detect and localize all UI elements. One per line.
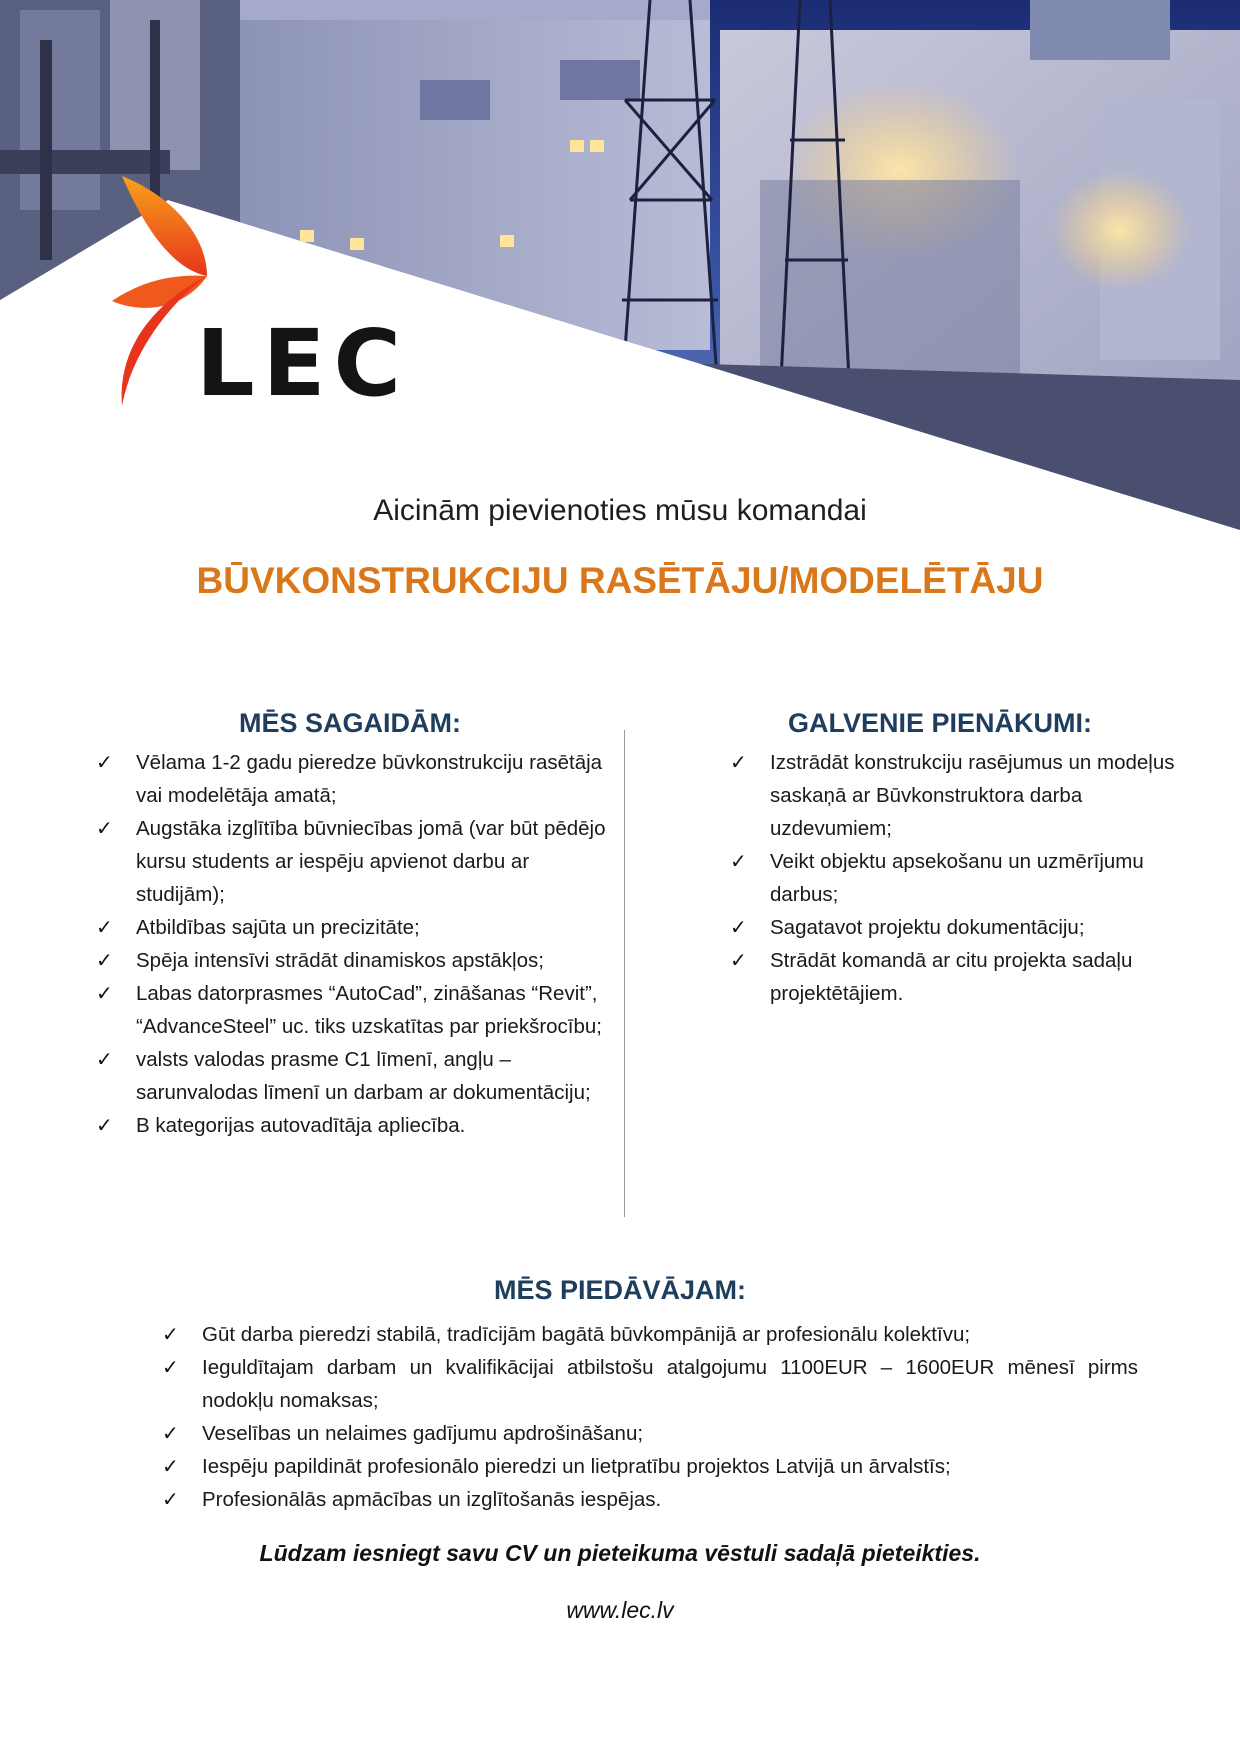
list-item: ✓ valsts valodas prasme C1 līmenī, angļu – sarunvalodas līmenī un darbam ar dokumentāciju; bbox=[96, 1043, 608, 1109]
check-icon: ✓ bbox=[96, 1047, 113, 1071]
check-icon: ✓ bbox=[162, 1421, 179, 1445]
check-icon: ✓ bbox=[730, 849, 747, 873]
website-link[interactable]: www.lec.lv bbox=[566, 1597, 674, 1623]
list-item: ✓ Atbildības sajūta un precizitāte; bbox=[96, 911, 608, 944]
check-icon: ✓ bbox=[730, 915, 747, 939]
offer-list bbox=[162, 1318, 1138, 1516]
invite-heading: Aicinām pievienoties mūsu komandai bbox=[373, 494, 867, 527]
check-icon: ✓ bbox=[162, 1355, 179, 1379]
list-item: ✓ Veselības un nelaimes gadījumu apdrošināšanu; bbox=[162, 1417, 1138, 1450]
check-icon: ✓ bbox=[96, 750, 113, 774]
list-item: ✓ Profesionālās apmācības un izglītošanās iespējas. bbox=[162, 1483, 1138, 1516]
list-item: ✓ Iespēju papildināt profesionālo pieredzi un lietpratību projektos Latvijā un ārvalstīs; bbox=[162, 1450, 1138, 1483]
check-icon: ✓ bbox=[96, 981, 113, 1005]
check-icon: ✓ bbox=[96, 948, 113, 972]
list-item: ✓ Veikt objektu apsekošanu un uzmērījumu darbus; bbox=[730, 845, 1200, 911]
check-icon: ✓ bbox=[730, 750, 747, 774]
list-item: ✓ Ieguldītajam darbam un kvalifikācijai atbilstošu atalgojumu 1100EUR – 1600EUR mēnesī pirms nodokļu nomaksas; bbox=[162, 1351, 1138, 1417]
check-icon: ✓ bbox=[162, 1487, 179, 1511]
we-seek-title: MĒS SAGAIDĀM: bbox=[239, 708, 461, 738]
apply-call-to-action: Lūdzam iesniegt savu CV un pieteikuma vēstuli sadaļā pieteikties. bbox=[259, 1540, 981, 1566]
list-item: ✓ Sagatavot projektu dokumentāciju; bbox=[730, 911, 1200, 944]
check-icon: ✓ bbox=[96, 1113, 113, 1137]
list-item: ✓ Strādāt komandā ar citu projekta sadaļu projektētājiem. bbox=[730, 944, 1200, 1010]
list-item: ✓ Izstrādāt konstrukciju rasējumus un modeļus saskaņā ar Būvkonstruktora darba uzdevumiem; bbox=[730, 746, 1200, 845]
list-item: ✓ Gūt darba pieredzi stabilā, tradīcijām bagātā būvkompānijā ar profesionālu kolektīvu; bbox=[162, 1318, 1138, 1351]
column-divider bbox=[624, 730, 625, 1217]
lec-logo-text: LEC bbox=[196, 310, 409, 417]
check-icon: ✓ bbox=[96, 915, 113, 939]
check-icon: ✓ bbox=[162, 1454, 179, 1478]
list-item: ✓ Augstāka izglītība būvniecības jomā (var būt pēdējo kursu students ar iespēju apvienot darbu ar studijām); bbox=[96, 812, 608, 911]
check-icon: ✓ bbox=[730, 948, 747, 972]
list-item: ✓ Vēlama 1-2 gadu pieredze būvkonstrukciju rasētāja vai modelētāja amatā; bbox=[96, 746, 608, 812]
list-item: ✓ Labas datorprasmes “AutoCad”, zināšanas “Revit”, “AdvanceSteel” uc. tiks uzskatītas par priekšrocību; bbox=[96, 977, 608, 1043]
duties-list bbox=[730, 746, 1200, 1010]
duties-title: GALVENIE PIENĀKUMI: bbox=[787, 708, 1092, 738]
we-seek-list bbox=[96, 746, 608, 1142]
check-icon: ✓ bbox=[162, 1322, 179, 1346]
list-item: ✓ B kategorijas autovadītāja apliecība. bbox=[96, 1109, 608, 1142]
check-icon: ✓ bbox=[96, 816, 113, 840]
job-title: BŪVKONSTRUKCIJU RASĒTĀJU/MODELĒTĀJU bbox=[196, 560, 1044, 601]
list-item: ✓ Spēja intensīvi strādāt dinamiskos apstākļos; bbox=[96, 944, 608, 977]
offer-title: MĒS PIEDĀVĀJAM: bbox=[493, 1275, 747, 1305]
